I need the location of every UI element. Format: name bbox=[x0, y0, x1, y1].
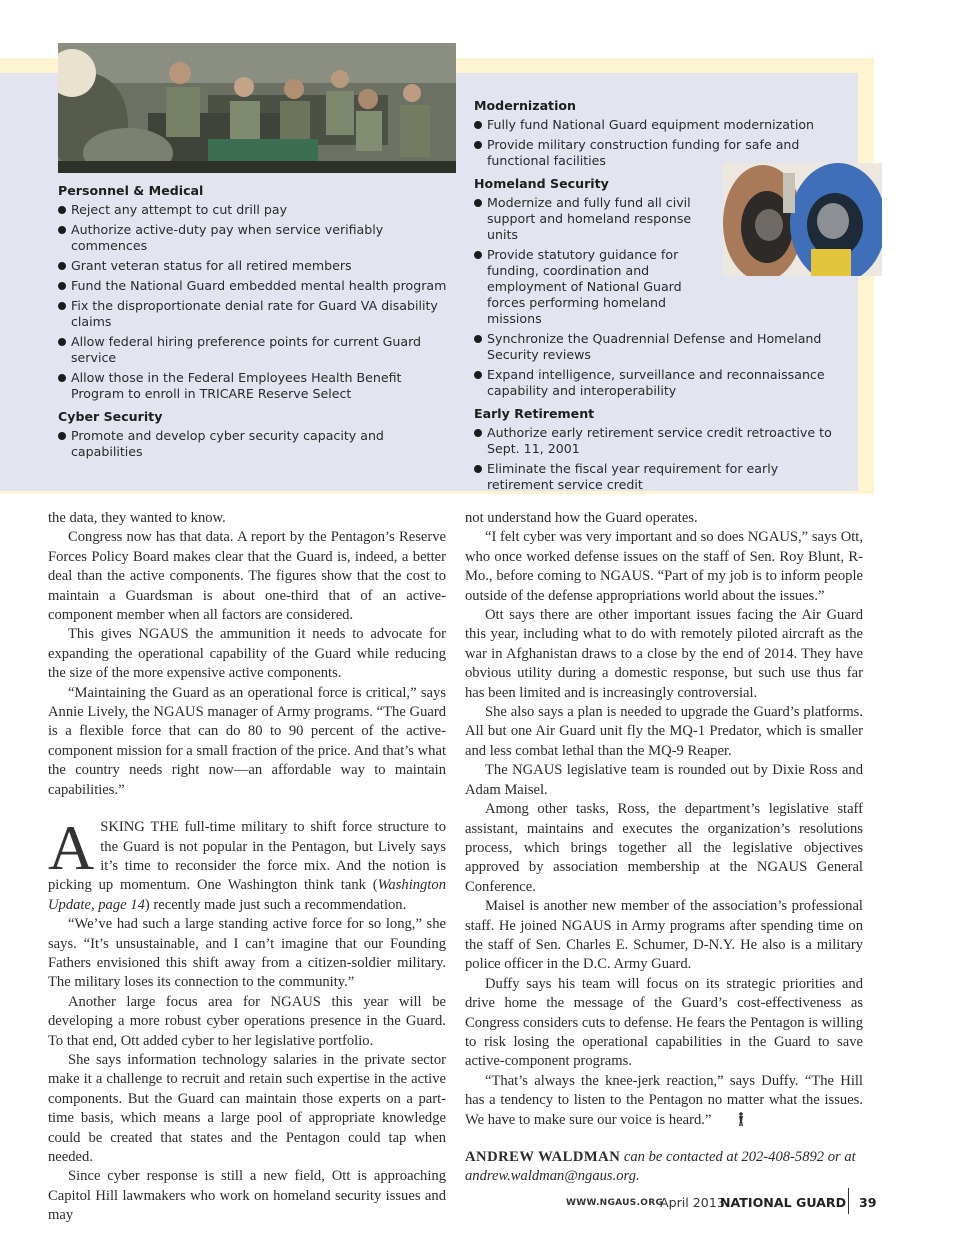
list-item: Allow federal hiring preference points for current Guard service bbox=[58, 334, 450, 366]
author-name: ANDREW WALDMAN bbox=[465, 1149, 621, 1165]
footer-divider bbox=[848, 1188, 849, 1214]
cross-reference: Washington Update, page 14 bbox=[48, 877, 446, 913]
article-column-right bbox=[465, 509, 863, 1187]
contact-info: can be contacted at 202-408-5892 or at andrew.waldman@ngaus.org. bbox=[465, 1149, 856, 1185]
page-number: 39 bbox=[859, 1195, 877, 1210]
list-item: Fix the disproportionate denial rate for Guard VA disability claims bbox=[58, 298, 450, 330]
paragraph bbox=[465, 1072, 863, 1130]
paragraph: Maisel is another new member of the association’s professional staff. He joined NGAUS in Army programs after spending time on the staff of Sen. Charles E. Schumer, D-N.Y. He also is a military police officer in the D.C. Army Guard. bbox=[465, 898, 863, 973]
dropcap-paragraph bbox=[48, 812, 446, 915]
early-retirement-list bbox=[474, 425, 844, 493]
paragraph: not understand how the Guard operates. bbox=[465, 510, 698, 526]
list-item: Authorize early retirement service credit retroactive to Sept. 11, 2001 bbox=[474, 425, 844, 457]
homeland-security-list bbox=[474, 195, 844, 399]
list-item: Fully fund National Guard equipment modernization bbox=[474, 117, 844, 133]
paragraph: She says information technology salaries in the private sector make it a challenge to recruit and retain such expertise in the active components. But the Guard can maintain those experts on a part-time basis, which means a large pool of appropriate knowledge could be created that states and the Pentagon could tap when needed. bbox=[48, 1051, 446, 1165]
section-heading-early-retirement: Early Retirement bbox=[474, 406, 595, 421]
paragraph: Congress now has that data. A report by the Pentagon’s Reserve Forces Policy Board makes clear that the Guard is, indeed, a better deal than the active components. The figures show that the cost to maintain a Guardsman is about one-third that of an active-component member when all factors are considered. bbox=[48, 529, 446, 624]
list-item: Reject any attempt to cut drill pay bbox=[58, 202, 450, 218]
lead-in: SKING THE bbox=[100, 819, 179, 836]
list-item: Provide military construction funding for safe and functional facilities bbox=[474, 137, 844, 169]
list-item: Fund the National Guard embedded mental health program bbox=[58, 278, 450, 294]
paragraph: Duffy says his team will focus on its strategic priorities and drive home the message of the Guard’s cost-effectiveness as Congress considers cuts to defense. He fears the Pentagon is willing to risk losing the operational capabilities in the Guard to save active-component programs. bbox=[465, 975, 863, 1070]
section-heading-homeland-security: Homeland Security bbox=[474, 176, 609, 191]
paragraph-text: full-time military to shift force structure to the Guard is not popular in the Pentagon, but Lively says it’s time to reconsider the force mix. And the notion is picking up momentum. One Washington think tank ( bbox=[48, 819, 446, 894]
paragraph: “We’ve had such a large standing active force for so long,” she says. “It’s unsustainable, and I can’t imagine that our Founding Fathers envisioned this shift away from a citizen-soldier military. The military loses its connection to the community.” bbox=[48, 916, 446, 991]
end-mark-icon bbox=[717, 1112, 725, 1126]
list-item: Grant veteran status for all retired members bbox=[58, 258, 450, 274]
list-item: Allow those in the Federal Employees Health Benefit Program to enroll in TRICARE Reserve Select bbox=[58, 370, 450, 402]
paragraph: This gives NGAUS the ammunition it needs to advocate for expanding the operational capability of the Guard while reducing the size of the more expensive active components. bbox=[48, 626, 446, 682]
list-item: Expand intelligence, surveillance and reconnaissance capability and interoperability bbox=[474, 367, 844, 399]
list-item: Provide statutory guidance for funding, coordination and employment of National Guard forces performing homeland missions bbox=[474, 247, 712, 327]
author-contact bbox=[465, 1148, 863, 1187]
list-item: Promote and develop cyber security capacity and capabilities bbox=[58, 428, 450, 460]
footer-website: WWW.NGAUS.ORG bbox=[566, 1198, 664, 1208]
paragraph: The NGAUS legislative team is rounded out by Dixie Ross and Adam Maisel. bbox=[465, 762, 863, 798]
paragraph: Since cyber response is still a new field, Ott is approaching Capitol Hill lawmakers who work on homeland security issues and may bbox=[48, 1168, 446, 1224]
article-column-left bbox=[48, 509, 446, 1226]
soldiers-photo bbox=[58, 43, 456, 173]
modernization-list bbox=[474, 117, 844, 169]
paragraph: the data, they wanted to know. bbox=[48, 510, 226, 526]
section-heading-modernization: Modernization bbox=[474, 98, 577, 113]
section-heading-personnel-medical: Personnel & Medical bbox=[58, 183, 204, 198]
paragraph: Ott says there are other important issues facing the Air Guard this year, including what to do with remotely piloted aircraft as the war in Afghanistan draws to a close by the end of 2014. They have obvious utility during a domestic response, but such use thus far has been limited and is increasingly controversial. bbox=[465, 607, 863, 701]
paragraph: Among other tasks, Ross, the department’s legislative staff assistant, maintains and executes the organization’s resolutions process, which brings together all the legislative objectives approved by association membership at the NGAUS General Conference. bbox=[465, 801, 863, 895]
paragraph: “I felt cyber was very important and so does NGAUS,” says Ott, who once worked defense issues on the staff of Sen. Roy Blunt, R-Mo., before coming to NGAUS. “Part of my job is to inform people outside of the defense appropriations world about the issues.” bbox=[465, 529, 863, 604]
cyber-security-list bbox=[58, 428, 450, 460]
page-footer bbox=[0, 1194, 960, 1214]
closing-quote: “That’s always the knee-jerk reaction,” says Duffy. “The Hill has a tendency to listen to the Pentagon no matter what the issues. We have to make sure our voice is heard.” bbox=[465, 1072, 863, 1128]
paragraph: Another large focus area for NGAUS this year will be developing a more robust cyber operations presence in the Guard. To that end, Ott added cyber to her legislative portfolio. bbox=[48, 993, 446, 1049]
footer-issue-date: April 2013 bbox=[660, 1195, 725, 1210]
list-item: Modernize and fully fund all civil support and homeland response units bbox=[474, 195, 712, 243]
sidebar-left-column bbox=[58, 183, 450, 467]
paragraph: “Maintaining the Guard as an operational force is critical,” says Annie Lively, the NGAUS manager of Army programs. “The Guard is a flexible force that can do 80 to 90 percent of the active-component mission for a small fraction of the price. And that’s what the country needs right now—an affordable way to maintain capabilities.” bbox=[48, 684, 446, 798]
list-item: Eliminate the fiscal year requirement for early retirement service credit bbox=[474, 461, 844, 493]
list-item: Synchronize the Quadrennial Defense and Homeland Security reviews bbox=[474, 331, 844, 363]
list-item: Authorize active-duty pay when service verifiably commences bbox=[58, 222, 450, 254]
personnel-medical-list bbox=[58, 202, 450, 402]
drop-cap: A bbox=[48, 812, 95, 884]
sidebar-right-column bbox=[474, 98, 844, 500]
paragraph: She also says a plan is needed to upgrade the Guard’s platforms. All but one Air Guard unit fly the MQ-1 Predator, which is smaller and less combat lethal than the MQ-9 Reaper. bbox=[465, 704, 863, 759]
footer-magazine-title: NATIONAL GUARD bbox=[720, 1195, 847, 1210]
section-heading-cyber-security: Cyber Security bbox=[58, 409, 163, 424]
paragraph-text: ) recently made just such a recommendation. bbox=[144, 896, 407, 913]
